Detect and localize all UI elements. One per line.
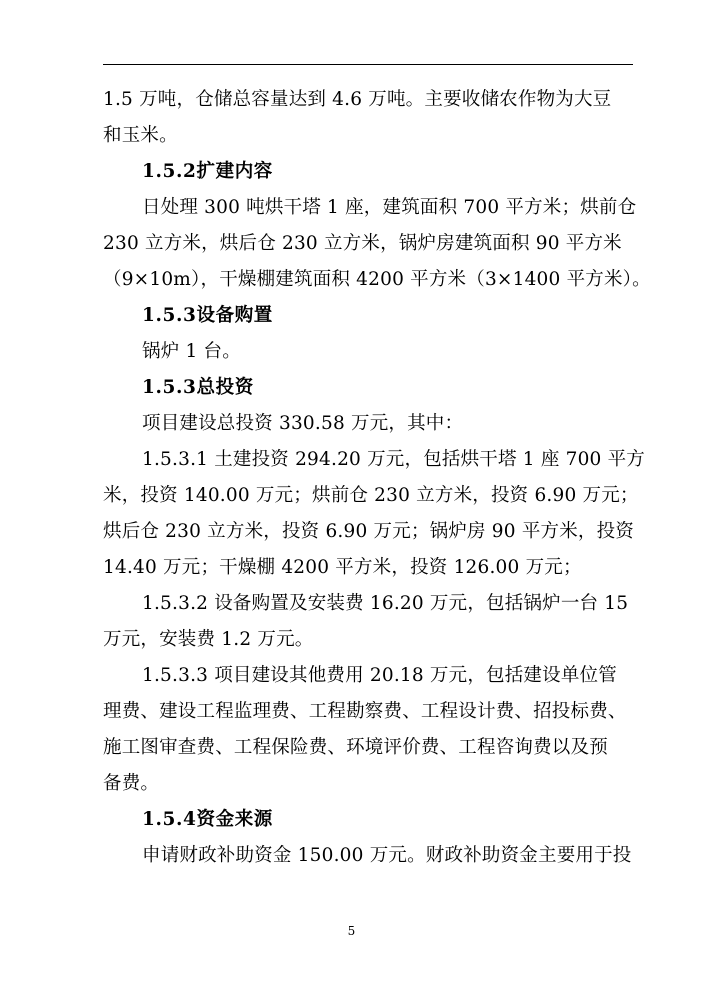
section-heading-equipment-purchase: 1.5.3设备购置: [142, 305, 273, 326]
body-text-line: 1.5.3.1 土建投资 294.20 万元，包括烘干塔 1 座 700 平方: [142, 449, 646, 470]
body-text-line: 14.40 万元；干燥棚 4200 平方米，投资 126.00 万元；: [103, 557, 582, 578]
body-text-line: 日处理 300 吨烘干塔 1 座，建筑面积 700 平方米；烘前仓: [142, 197, 637, 218]
header-rule: [103, 64, 633, 65]
body-text-line: 锅炉 1 台。: [142, 341, 241, 362]
page-number: 5: [347, 924, 356, 938]
section-heading-total-investment: 1.5.3总投资: [142, 377, 254, 398]
body-text-line: 米，投资 140.00 万元；烘前仓 230 立方米，投资 6.90 万元；: [103, 485, 639, 506]
body-text-line: 烘后仓 230 立方米，投资 6.90 万元；锅炉房 90 平方米，投资: [103, 521, 635, 542]
body-text-line: 1.5 万吨，仓储总容量达到 4.6 万吨。主要收储农作物为大豆: [103, 89, 612, 110]
body-text-line: 1.5.3.2 设备购置及安装费 16.20 万元，包括锅炉一台 15: [142, 593, 629, 614]
body-text-line: 和玉米。: [103, 125, 178, 146]
body-text-line: 理费、建设工程监理费、工程勘察费、工程设计费、招投标费、: [103, 701, 627, 722]
section-heading-expansion-content: 1.5.2扩建内容: [142, 161, 273, 182]
body-text-line: （9×10m），干燥棚建筑面积 4200 平方米（3×1400 平方米）。: [103, 269, 651, 290]
body-text-line: 万元，安装费 1.2 万元。: [103, 629, 314, 650]
body-text-line: 1.5.3.3 项目建设其他费用 20.18 万元，包括建设单位管: [142, 665, 617, 686]
body-text-line: 230 立方米，烘后仓 230 立方米，锅炉房建筑面积 90 平方米: [103, 233, 622, 254]
section-heading-funding-source: 1.5.4资金来源: [142, 809, 273, 830]
body-text-line: 施工图审查费、工程保险费、环境评价费、工程咨询费以及预: [103, 737, 608, 758]
body-text-line: 项目建设总投资 330.58 万元，其中：: [142, 413, 464, 434]
body-text-line: 备费。: [103, 773, 160, 794]
body-text-line: 申请财政补助资金 150.00 万元。财政补助资金主要用于投: [142, 845, 632, 866]
